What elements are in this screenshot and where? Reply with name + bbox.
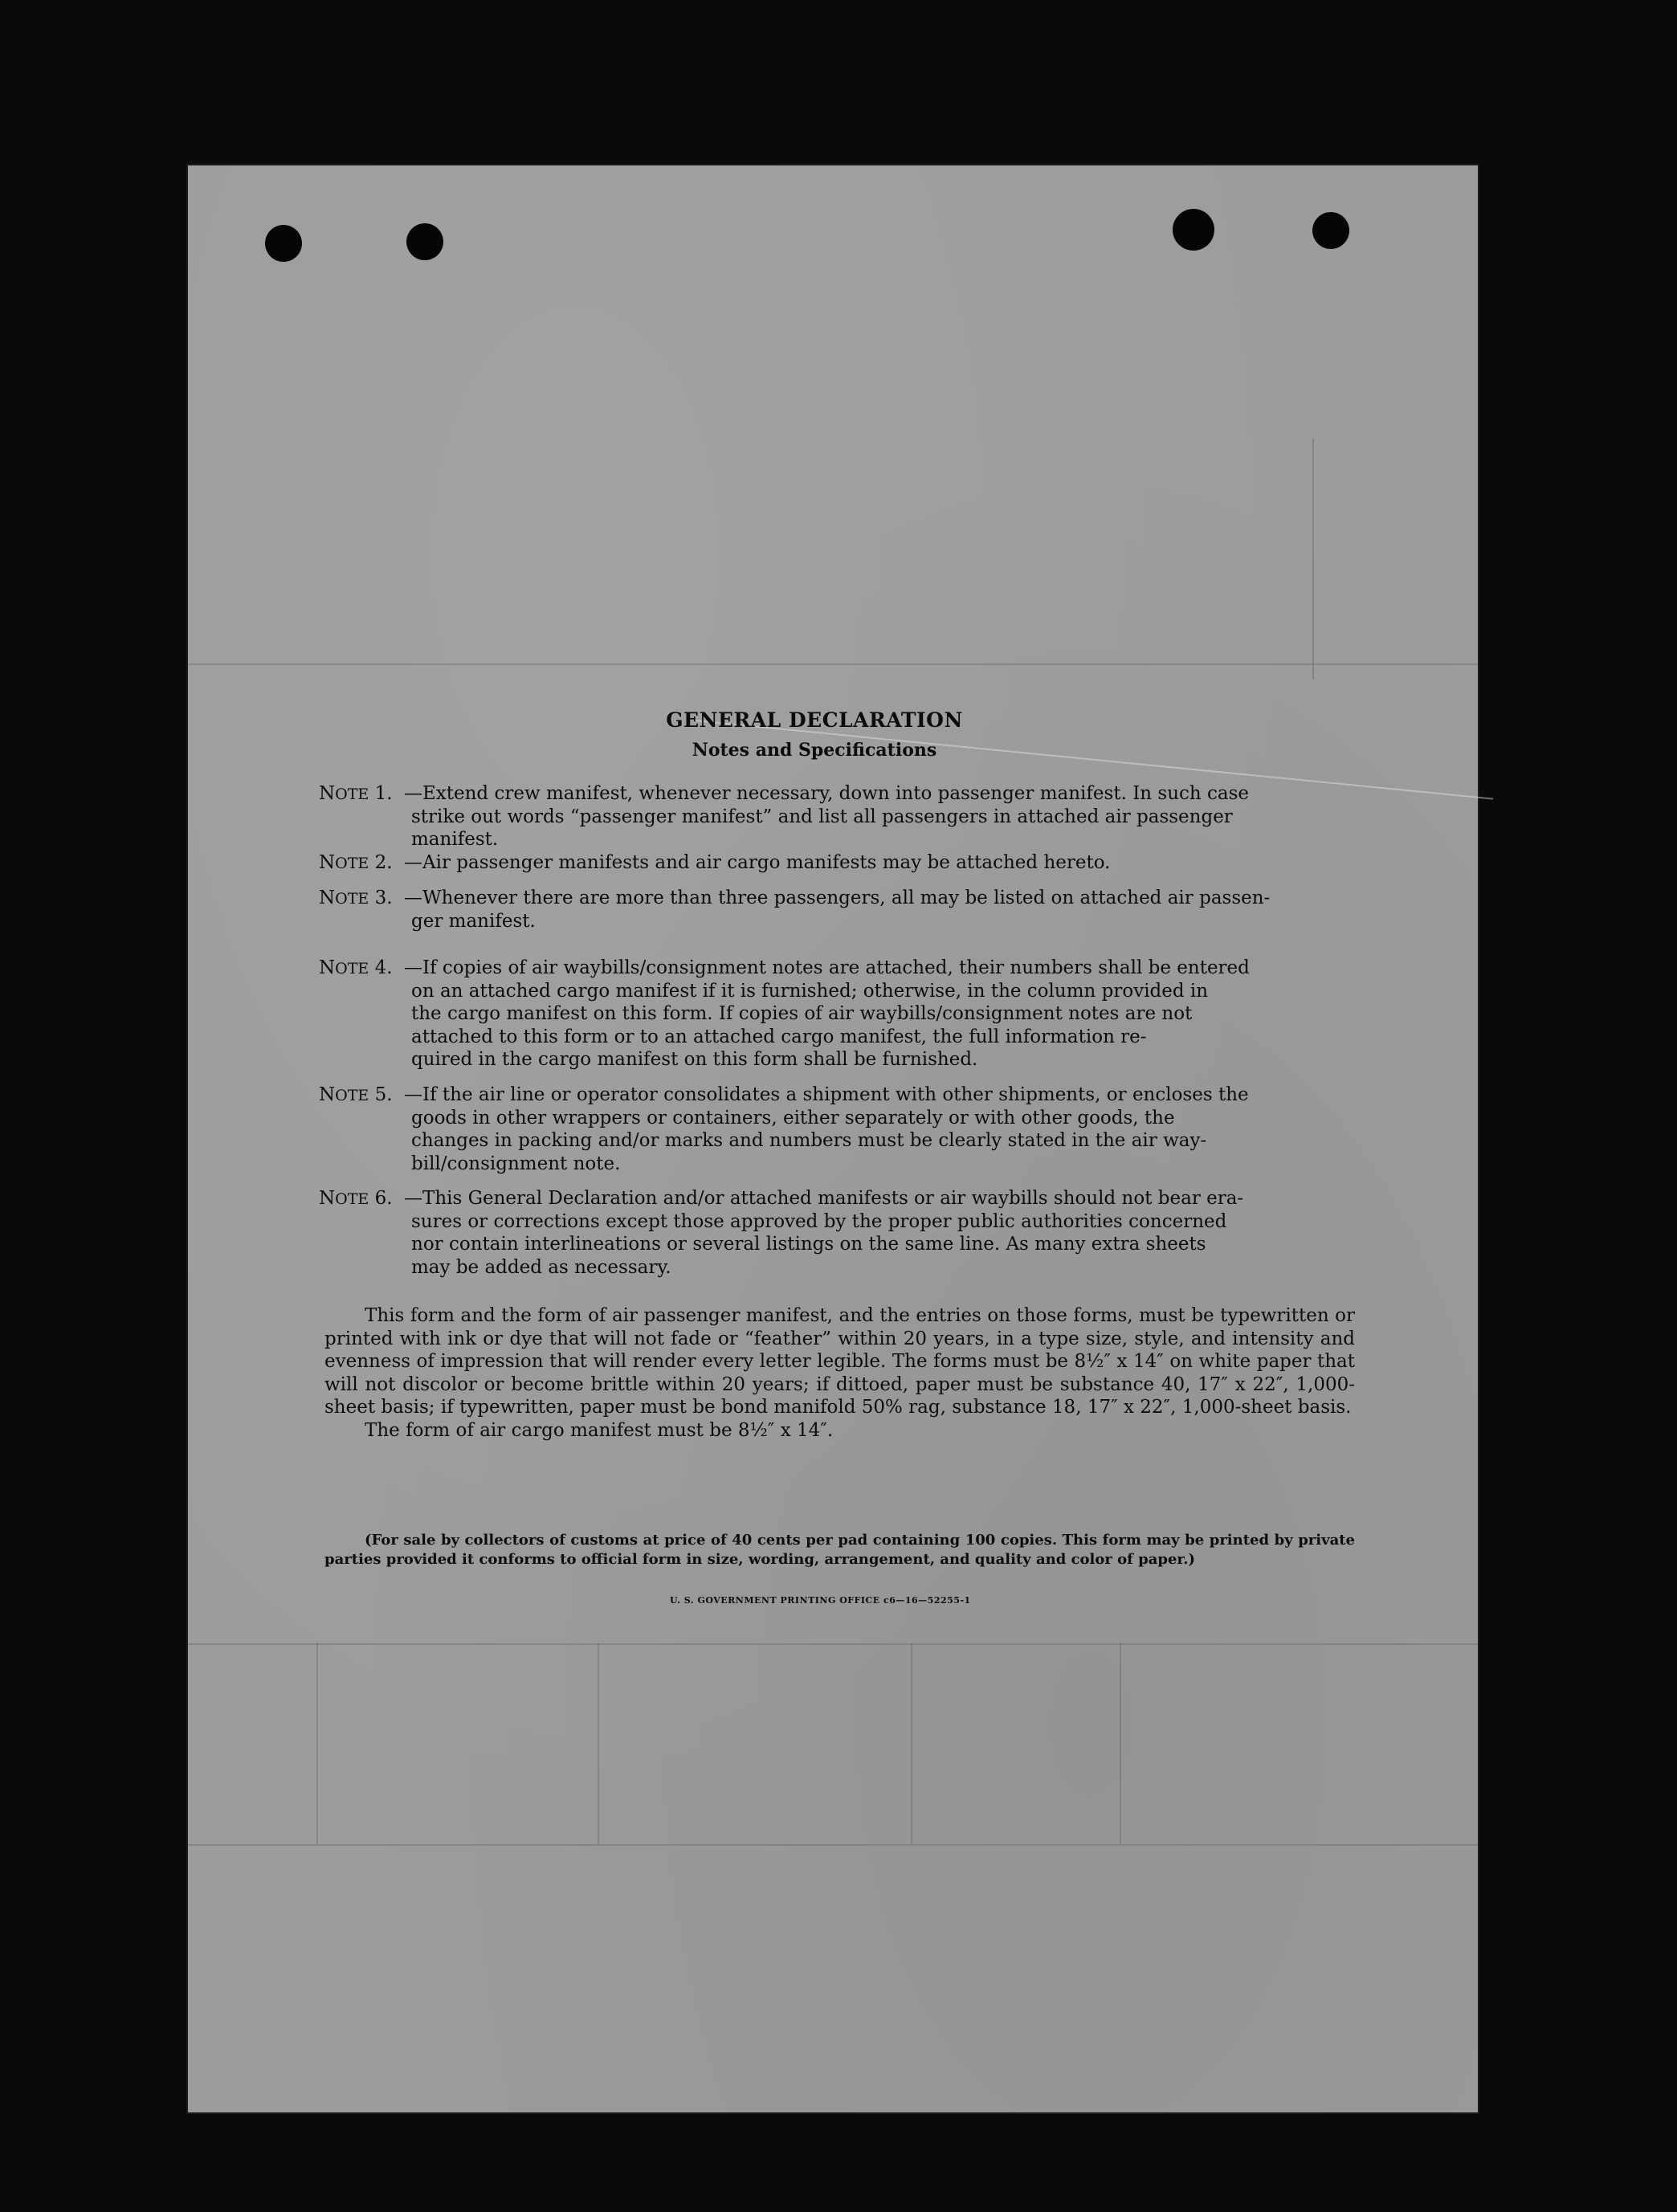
form-requirements-paragraph: This form and the form of air passenger manifest, and the entries on those forms, must be typewritten or printed with ink or dye that will not fade or “feather” within 20 years, in a type size, style, and intensity and evenness of impression that will render every letter legible. The forms must be 8½″ x 14″ on white paper that will not discolor or become brittle within 20 years; if dittoed, paper must be substance 40, 17″ x 22″, 1,000-sheet basis; if typewritten, paper must be bond manifold 50% rag, substance 18, 17″ x 22″, 1,000-sheet basis. The form of air cargo manifest must be 8½″ x 14″. (324, 1305, 1355, 1441)
note-label: NOTE 6. (319, 1188, 393, 1209)
page-title: GENERAL DECLARATION (666, 708, 963, 732)
notes-page-content (188, 165, 1478, 2112)
document-page (188, 165, 1478, 2112)
note-2: NOTE 2. —Air passenger manifests and air cargo manifests may be attached hereto. (319, 851, 1355, 875)
note-5: NOTE 5. —If the air line or operator consolidates a shipment with other shipments, or encloses the goods in other wrappers or containers, either separately or with other goods, the changes in packing and/or marks and numbers must be clearly stated in the air way- bill/consignment note. (319, 1084, 1249, 1174)
sale-notice: (For sale by collectors of customs at price of 40 cents per pad containing 100 copies. This form may be printed by private parties provided it conforms to official form in size, wording, arrangement, and quality and color of paper.) (324, 1532, 1355, 1568)
note-label: NOTE 1. (319, 783, 393, 804)
note-label: NOTE 3. (319, 888, 393, 908)
note-label: NOTE 4. (319, 957, 393, 978)
cargo-manifest-size-line: The form of air cargo manifest must be 8½″ x 14″. (365, 1419, 834, 1441)
note-6: NOTE 6. —This General Declaration and/or attached manifests or air waybills should not bear era- sures or corrections except those approved by the proper public authorities concerned nor contain interlineations or several listings on the same line. As many extra sheets may be added as necessary. (319, 1188, 1244, 1278)
note-4: NOTE 4. —If copies of air waybills/consignment notes are attached, their numbers shall be entered on an attached cargo manifest if it is furnished; otherwise, in the column provided in the cargo manifest on this form. If copies of air waybills/consignment notes are not attached to this form or to an attached cargo manifest, the full information re- quired in the cargo manifest on this form shall be furnished. (319, 957, 1250, 1070)
note-label: NOTE 5. (319, 1084, 393, 1105)
note-1: NOTE 1. —Extend crew manifest, whenever necessary, down into passenger manifest. In such case strike out words “passenger manifest” and list all passengers in attached air passenger manifest. (319, 783, 1250, 850)
note-label: NOTE 2. (319, 852, 393, 873)
page-subtitle: Notes and Specifications (692, 740, 937, 761)
note-3: NOTE 3. —Whenever there are more than three passengers, all may be listed on attached air passen- ger manifest. (319, 888, 1271, 932)
printer-imprint: U. S. GOVERNMENT PRINTING OFFICE c6—16—52255-1 (670, 1595, 971, 1606)
